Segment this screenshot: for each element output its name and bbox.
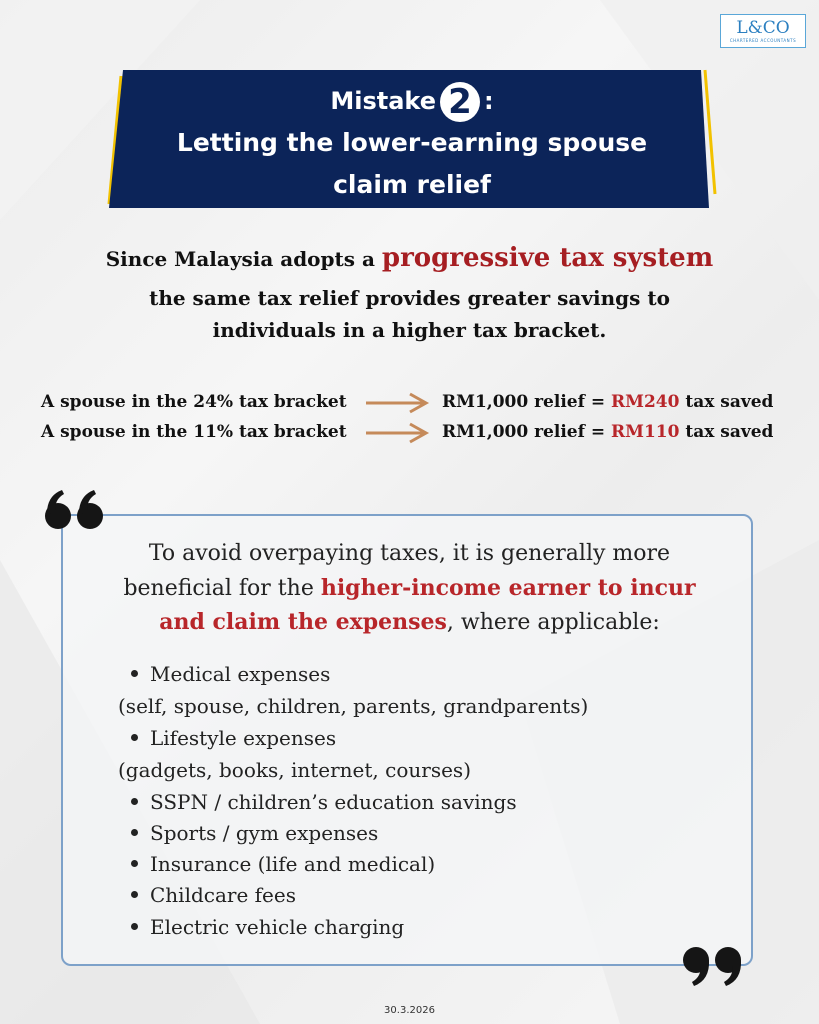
tax-saved-suffix: tax saved [679, 392, 774, 412]
post-date: 30.3.2026 [384, 1005, 435, 1016]
bullet-icon [131, 670, 138, 677]
list-item-detail [118, 758, 471, 782]
logo-text: L&CO [736, 18, 790, 38]
list-item-text: SSPN / children’s education savings [150, 790, 517, 814]
card-line-1: To avoid overpaying taxes, it is generally more [148, 541, 671, 566]
tax-saved-amount: RM110 [611, 422, 680, 442]
list-item-text: Medical expenses [150, 662, 331, 686]
open-quote-icon [42, 488, 112, 534]
banner-line-3: claim relief [333, 170, 491, 199]
list-item-text: Lifestyle expenses [150, 726, 337, 750]
list-item-text: Electric vehicle charging [150, 915, 405, 939]
progressive-tax-highlight: progressive tax system [381, 243, 714, 273]
bullet-icon [131, 798, 138, 805]
tax-saved-suffix: tax saved [679, 422, 774, 442]
intro-line-2: the same tax relief provides greater savings to [149, 286, 670, 310]
bullet-icon [131, 829, 138, 836]
intro-prefix: Since Malaysia adopts a [105, 247, 382, 271]
list-item [131, 915, 404, 939]
banner-colon: : [484, 87, 494, 115]
list-item [131, 883, 296, 907]
banner-line-2: Letting the lower-earning spouse [176, 128, 648, 157]
bullet-icon [131, 923, 138, 930]
list-item [131, 790, 517, 814]
comparison-result-24 [442, 392, 773, 412]
list-item [131, 726, 336, 750]
list-item-detail [118, 694, 588, 718]
list-item [131, 852, 435, 876]
bullet-icon [131, 860, 138, 867]
bullet-icon [131, 891, 138, 898]
card-line-2 [0, 572, 819, 605]
relief-prefix: RM1,000 relief = [442, 392, 611, 412]
bullet-icon [131, 734, 138, 741]
banner-line-1 [107, 82, 717, 122]
mistake-number-badge: 2 [440, 82, 480, 122]
list-item-text: Insurance (life and medical) [150, 852, 436, 876]
arrow-right-icon [366, 422, 430, 444]
list-item-text: (self, spouse, children, parents, grandparents) [118, 694, 589, 718]
arrow-right-icon [366, 392, 430, 414]
list-item-text: Childcare fees [150, 883, 296, 907]
list-item-text: Sports / gym expenses [150, 821, 379, 845]
list-item [131, 821, 378, 845]
company-logo [720, 14, 806, 48]
intro-line-3: individuals in a higher tax bracket. [212, 318, 607, 342]
intro-line-1 [0, 240, 819, 277]
close-quote-icon [678, 942, 748, 988]
comparison-label-11: A spouse in the 11% tax bracket [41, 422, 347, 442]
claim-expenses-highlight: and claim the expenses [159, 609, 447, 635]
logo-subtitle: CHARTERED ACCOUNTANTS [729, 38, 797, 43]
card-line-3 [0, 606, 819, 639]
list-item-text: (gadgets, books, internet, courses) [118, 758, 471, 782]
list-item [131, 662, 330, 686]
mistake-word: Mistake [330, 87, 437, 115]
title-banner [107, 68, 717, 210]
card-line-3-suffix: , where applicable: [446, 610, 660, 635]
comparison-label-24: A spouse in the 24% tax bracket [41, 392, 347, 412]
relief-prefix: RM1,000 relief = [442, 422, 611, 442]
card-line-2-prefix: beneficial for the [123, 576, 321, 601]
higher-income-highlight: higher-income earner to incur [320, 575, 696, 601]
tax-saved-amount: RM240 [611, 392, 680, 412]
comparison-result-11 [442, 422, 773, 442]
